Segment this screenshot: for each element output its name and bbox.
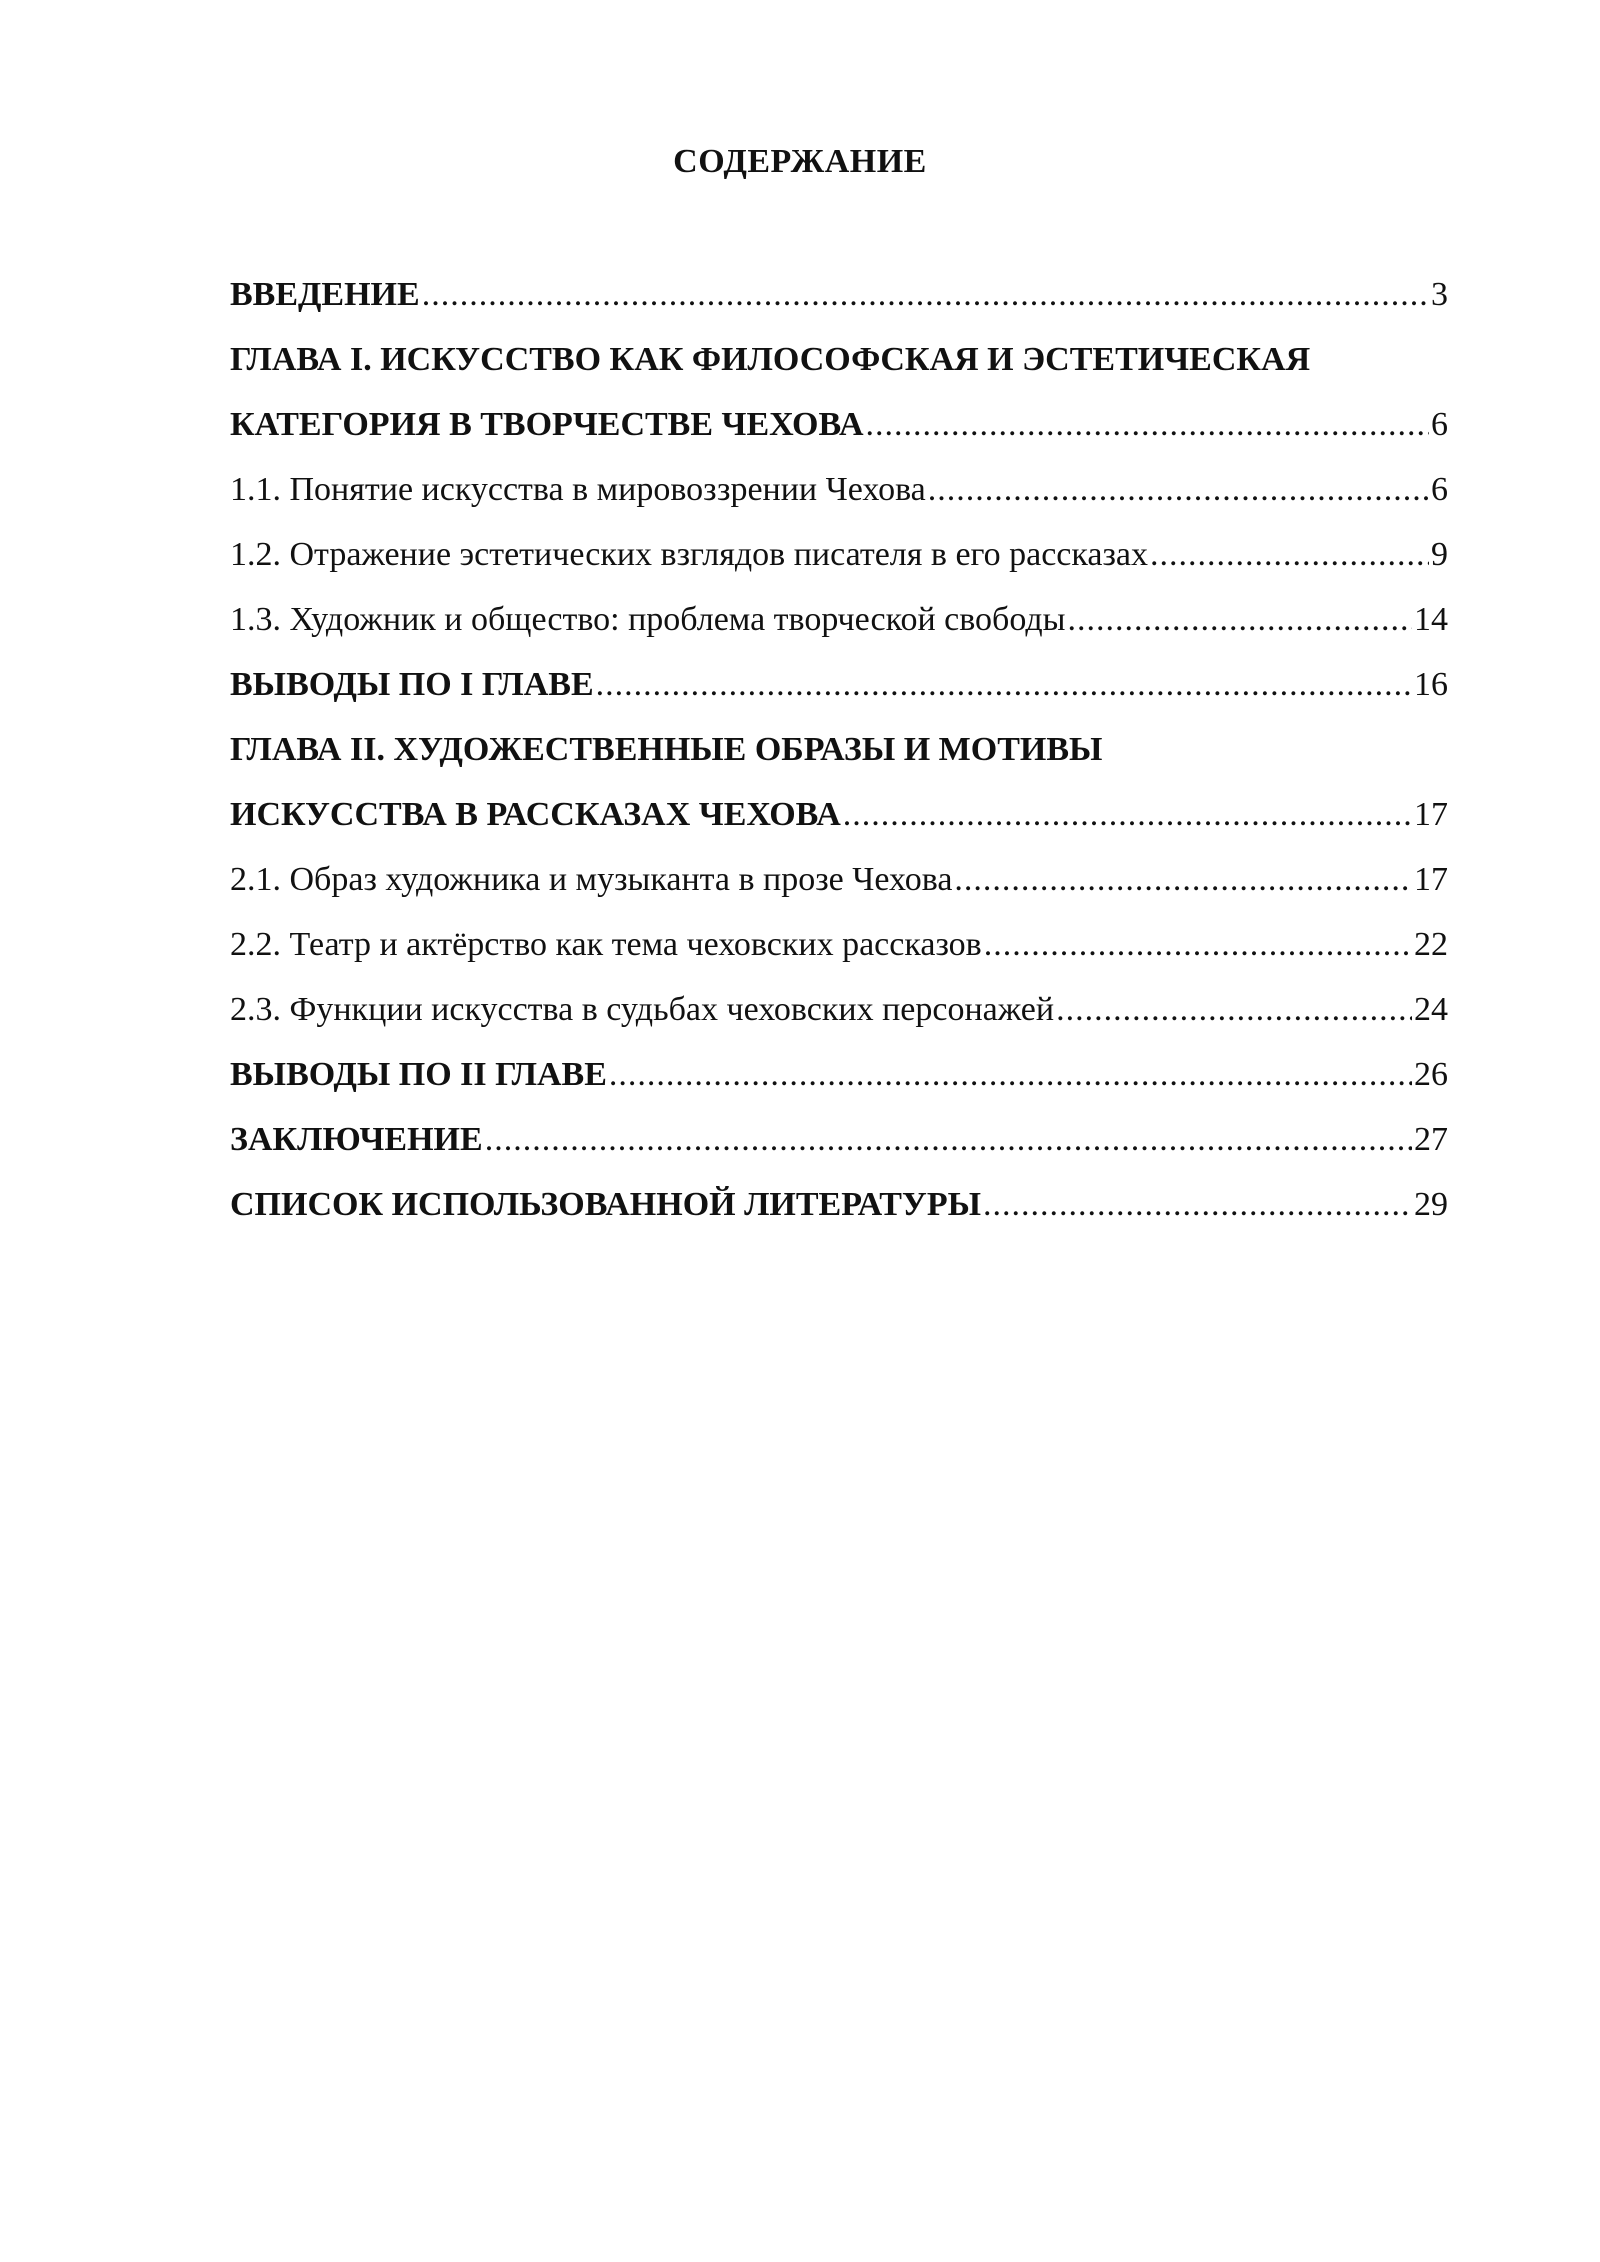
toc-entry [230,262,1448,327]
toc-entry [230,717,1448,847]
toc-entry-title: 2.1. Образ художника и музыканта в прозе Чехова [230,861,953,898]
dot-leader [596,652,1412,717]
toc-entry-title: 2.3. Функции искусства в судьбах чеховских персонажей [230,991,1055,1028]
dot-leader [954,847,1412,912]
toc-title: СОДЕРЖАНИЕ [673,143,927,180]
toc-entry-row [230,977,1448,1042]
toc-entry-row [230,1042,1448,1107]
toc-entry-row [230,587,1448,652]
toc-entry-row [230,912,1448,977]
toc-entry-title: КАТЕГОРИЯ В ТВОРЧЕСТВЕ ЧЕХОВА [230,406,864,443]
toc-entry-row [230,457,1448,522]
toc-entry [230,327,1448,457]
toc-entry [230,587,1448,652]
toc-page-number: 24 [1414,991,1448,1028]
dot-leader [485,1107,1412,1172]
toc-entry [230,457,1448,522]
toc-entry-title: 1.1. Понятие искусства в мировоззрении Чехова [230,471,926,508]
toc-page-number: 27 [1414,1121,1448,1158]
dot-leader [984,912,1412,977]
dot-leader [1068,587,1412,652]
toc-page-number: 17 [1414,796,1448,833]
dot-leader [1056,977,1412,1042]
toc-entry [230,1107,1448,1172]
toc-page-number: 17 [1414,861,1448,898]
toc-entry [230,847,1448,912]
toc-entry-row [230,1172,1448,1237]
toc-page-number: 6 [1431,406,1448,443]
toc-entry [230,652,1448,717]
toc-entry-title: 1.3. Художник и общество: проблема творческой свободы [230,601,1066,638]
toc-entry-title: 2.2. Театр и актёрство как тема чеховских рассказов [230,926,982,963]
toc-entry-title: ИСКУССТВА В РАССКАЗАХ ЧЕХОВА [230,796,841,833]
toc-entry-title: ВЫВОДЫ ПО I ГЛАВЕ [230,666,594,703]
toc-entry-row [230,522,1448,587]
toc-page-number: 6 [1431,471,1448,508]
dot-leader [866,392,1429,457]
dot-leader [422,262,1429,327]
toc-entry-title-line: ГЛАВА II. ХУДОЖЕСТВЕННЫЕ ОБРАЗЫ И МОТИВЫ [230,731,1103,768]
dot-leader [843,782,1412,847]
toc-entry-row [230,392,1448,457]
toc-entry-title: СПИСОК ИСПОЛЬЗОВАННОЙ ЛИТЕРАТУРЫ [230,1186,981,1223]
dot-leader [1150,522,1429,587]
toc-entry-title: ЗАКЛЮЧЕНИЕ [230,1121,483,1158]
toc-entry-row [230,1107,1448,1172]
toc-entry-title: ВЫВОДЫ ПО II ГЛАВЕ [230,1056,607,1093]
table-of-contents [230,262,1448,1237]
toc-entry-row [230,262,1448,327]
toc-entry-title: 1.2. Отражение эстетических взглядов писателя в его рассказах [230,536,1149,573]
toc-page-number: 14 [1414,601,1448,638]
dot-leader [609,1042,1412,1107]
toc-page-number: 16 [1414,666,1448,703]
toc-entry [230,912,1448,977]
toc-page-number: 22 [1414,926,1448,963]
dot-leader [983,1172,1412,1237]
toc-entry [230,1172,1448,1237]
toc-page-number: 9 [1431,536,1448,573]
toc-entry-title-line: ГЛАВА I. ИСКУССТВО КАК ФИЛОСОФСКАЯ И ЭСТЕТИЧЕСКАЯ [230,341,1311,378]
toc-entry [230,977,1448,1042]
toc-entry-row [230,847,1448,912]
toc-entry-row [230,782,1448,847]
toc-entry [230,1042,1448,1107]
toc-entry-title: ВВЕДЕНИЕ [230,276,420,313]
toc-page-number: 29 [1414,1186,1448,1223]
toc-page-number: 3 [1431,276,1448,313]
toc-entry-row [230,652,1448,717]
toc-entry [230,522,1448,587]
dot-leader [928,457,1429,522]
toc-page-number: 26 [1414,1056,1448,1093]
